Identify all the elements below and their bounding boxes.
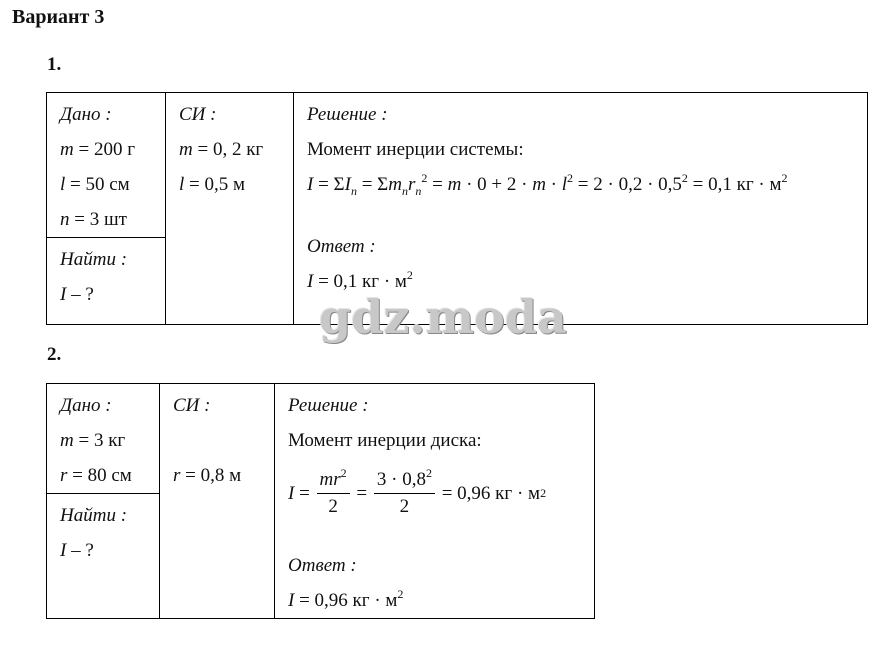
find-label: Найти :	[60, 249, 128, 270]
given-line: r = 80 см	[60, 465, 132, 486]
given-cell	[47, 384, 160, 494]
watermark-logo: gdz.moda	[319, 290, 567, 344]
find-cell	[47, 494, 160, 619]
solution-label: Решение :	[288, 395, 369, 416]
given-line: m = 3 кг	[60, 430, 126, 451]
given-label: Дано :	[60, 395, 112, 416]
answer-line: I = 0,96 кг · $м^2$	[288, 587, 404, 611]
given-line: n = 3 шт	[60, 209, 127, 230]
answer-label: Ответ :	[307, 236, 376, 257]
find-line: I – ?	[60, 540, 94, 561]
given-label: Дано :	[60, 104, 112, 125]
si-label: СИ :	[173, 395, 211, 416]
si-line: l = 0,5 м	[179, 174, 246, 195]
answer-label: Ответ :	[288, 555, 357, 576]
find-label: Найти :	[60, 505, 128, 526]
solution-formula: I = $\frac{mr^2}{2}$ = $\frac{3 \cdot 0,8^2}{2}$ = 0,96 кг · м 2	[288, 465, 547, 517]
si-cell	[166, 93, 294, 325]
task-1-number: 1.	[47, 54, 62, 75]
solution-text: Момент инерции системы:	[307, 139, 524, 160]
given-line: m = 200 г	[60, 139, 135, 160]
solution-formula: $I = \Sigma I_n = \Sigma m_nr_n^2 = m \cdot 0 + 2 \cdot m \cdot l^2 = 2 \cdot 0,2 \cdot 0,5^2 = 0,1$ кг · $м^2$	[307, 171, 788, 198]
si-label: СИ :	[179, 104, 217, 125]
solution-text: Момент инерции диска:	[288, 430, 482, 451]
given-cell	[47, 93, 166, 238]
si-line: r = 0,8 м	[173, 465, 242, 486]
task-2-number: 2.	[47, 344, 62, 365]
si-line: m = 0, 2 кг	[179, 139, 264, 160]
find-line: I – ?	[60, 284, 94, 305]
solution-label: Решение :	[307, 104, 388, 125]
given-line: l = 50 см	[60, 174, 130, 195]
solution-cell	[275, 384, 595, 619]
task-2-table	[46, 383, 595, 619]
page-heading: Вариант 3	[12, 6, 105, 28]
answer-line: I = 0,1 кг · $м^2$	[307, 268, 413, 292]
si-cell	[160, 384, 275, 619]
find-cell	[47, 238, 166, 325]
